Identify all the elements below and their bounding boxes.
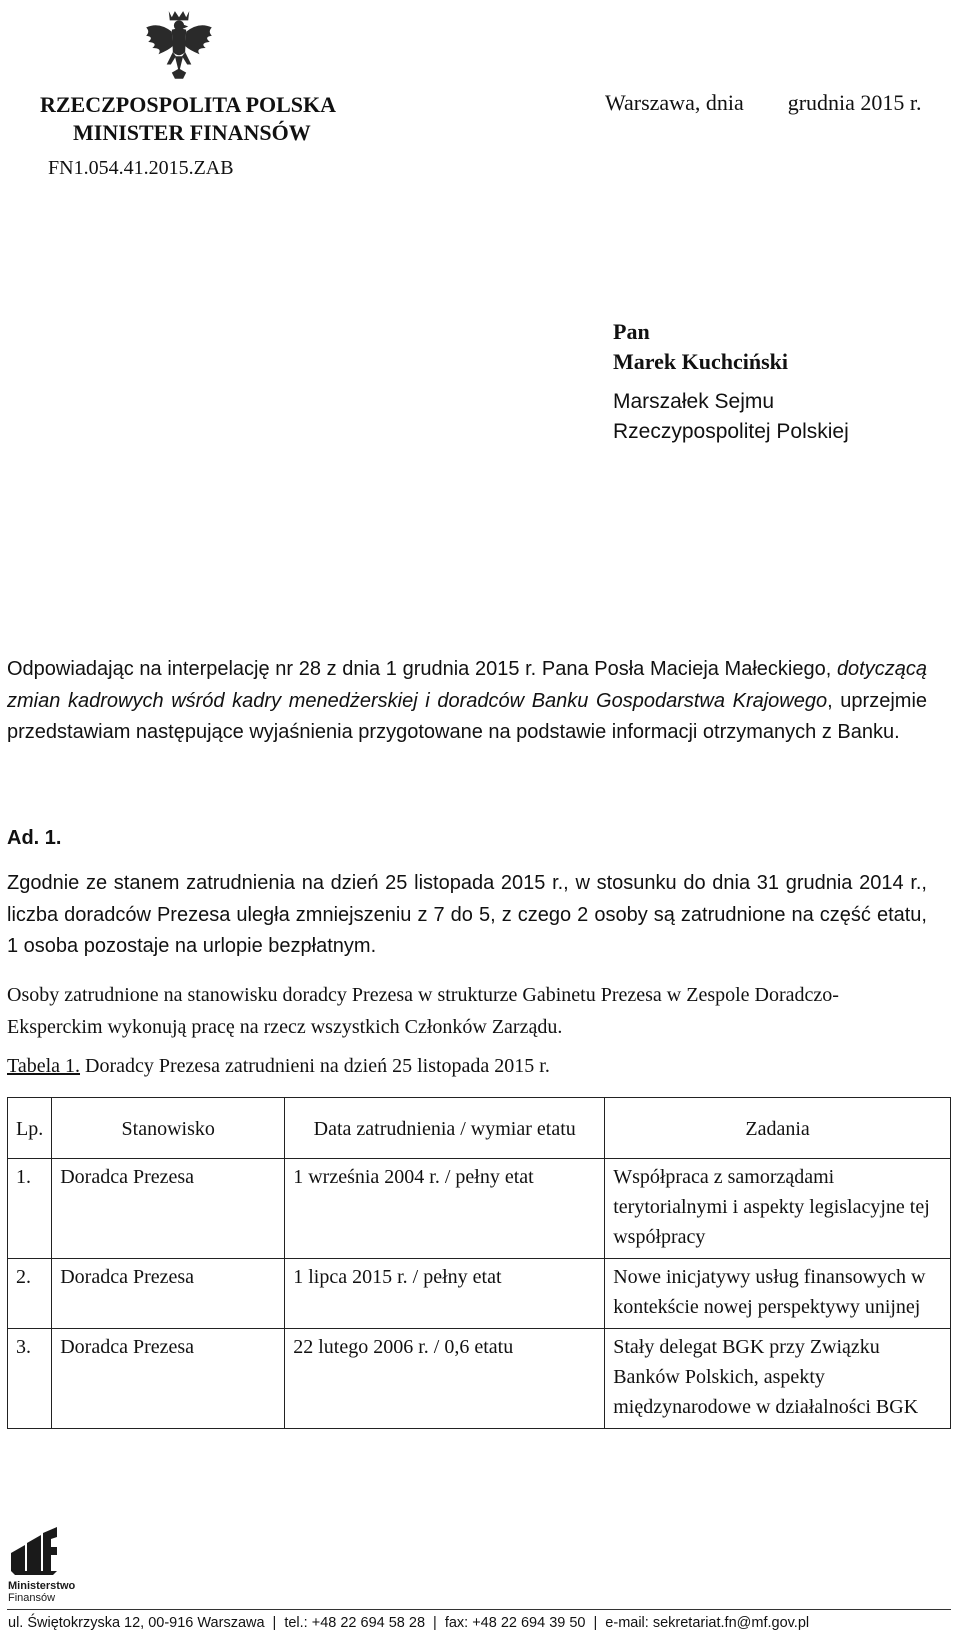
table-row xyxy=(8,1159,951,1259)
footer-phone: tel.: +48 22 694 58 28 xyxy=(284,1615,426,1631)
table-caption-label: Tabela 1. xyxy=(7,1055,81,1077)
footer-separator: | xyxy=(593,1615,598,1631)
minister-title: MINISTER FINANSÓW xyxy=(73,120,311,145)
header-employment-date: Data zatrudnienia / wymiar etatu xyxy=(285,1098,605,1159)
row-tasks: Stały delegat BGK przy Związku Banków Polskich, aspekty międzynarodowe w działalności BGK xyxy=(605,1329,951,1429)
table-caption xyxy=(7,1055,550,1078)
row-number: 2. xyxy=(8,1259,52,1329)
intro-text-end: , uprzejmie przedstawiam następujące wyjaśnienia przygotowane na podstawie informacji otrzymanych z Banku. xyxy=(7,689,928,743)
place-label: Warszawa, dnia xyxy=(605,90,744,115)
addressee-title-line2: Rzeczypospolitej Polskiej xyxy=(613,420,849,443)
row-number: 1. xyxy=(8,1159,52,1259)
table-caption-text: Doradcy Prezesa zatrudnieni na dzień 25 listopada 2015 r. xyxy=(80,1055,550,1077)
row-tasks: Współpraca z samorządami terytorialnymi i aspekty legislacyjne tej współpracy xyxy=(605,1159,951,1259)
interpellation-subject: dotyczącą zmian kadrowych wśród kadry menedżerskiej i doradców Banku Gospodarstwa Krajowego xyxy=(7,658,927,712)
row-position: Doradca Prezesa xyxy=(52,1259,285,1329)
footer-fax: fax: +48 22 694 39 50 xyxy=(444,1615,586,1631)
table-header-row xyxy=(8,1098,951,1159)
table-row xyxy=(8,1329,951,1429)
row-number: 3. xyxy=(8,1329,52,1429)
row-position: Doradca Prezesa xyxy=(52,1159,285,1259)
footer-separator: | xyxy=(272,1615,277,1631)
reference-number: FN1.054.41.2015.ZAB xyxy=(48,157,234,179)
place-date xyxy=(605,90,922,116)
addressee-name: Marek Kuchciński xyxy=(613,349,789,374)
date-text: grudnia 2015 r. xyxy=(787,90,922,115)
footer-email[interactable]: e-mail: sekretariat.fn@mf.gov.pl xyxy=(605,1615,810,1631)
addressee-title-line1: Marszałek Sejmu xyxy=(613,390,775,413)
addressee-salutation: Pan xyxy=(613,319,650,344)
footer-contact xyxy=(8,1615,809,1631)
row-position: Doradca Prezesa xyxy=(52,1329,285,1429)
header-tasks: Zadania xyxy=(605,1098,951,1159)
row-tasks: Nowe inicjatywy usług finansowych w kontekście nowej perspektywy unijnej xyxy=(605,1259,951,1329)
section-heading: Ad. 1. xyxy=(7,827,62,849)
footer-separator: | xyxy=(433,1615,437,1631)
header-lp: Lp. xyxy=(8,1098,52,1159)
polish-eagle-emblem-icon xyxy=(138,5,220,87)
table-row xyxy=(8,1259,951,1329)
advisors-role-paragraph: Osoby zatrudnione na stanowisku doradcy Prezesa w strukturze Gabinetu Prezesa w Zespole Doradczo-Eksperckim wykonują pracę na rzecz wszystkich Członków Zarządu. xyxy=(7,984,839,1038)
intro-paragraph xyxy=(7,654,927,749)
row-employment-date: 1 września 2004 r. / pełny etat xyxy=(285,1159,605,1259)
row-employment-date: 1 lipca 2015 r. / pełny etat xyxy=(285,1259,605,1329)
advisors-count-paragraph: Zgodnie ze stanem zatrudnienia na dzień 25 listopada 2015 r., w stosunku do dnia 31 grudnia 2014 r., liczba doradców Prezesa uległa zmniejszeniu z 7 do 5, z czego 2 osoby są zatrudnione na część etatu, 1 osoba pozostaje na urlopie bezpłatnym. xyxy=(7,872,927,957)
footer-address: ul. Świętokrzyska 12, 00-916 Warszawa xyxy=(8,1615,265,1631)
footer-divider xyxy=(7,1609,951,1610)
organization-name: RZECZPOSPOLITA POLSKA xyxy=(40,92,337,117)
intro-text-start: Odpowiadając na interpelację nr 28 z dnia 1 grudnia 2015 r. Pana Posła Macieja Małeckiego, xyxy=(7,658,837,680)
ministry-of-finance-logo-icon xyxy=(7,1527,82,1605)
row-employment-date: 22 lutego 2006 r. / 0,6 etatu xyxy=(285,1329,605,1429)
logo-text-line1: Ministerstwo xyxy=(8,1580,76,1592)
logo-text-line2: Finansów xyxy=(8,1592,56,1604)
header-position: Stanowisko xyxy=(52,1098,285,1159)
advisors-table xyxy=(7,1097,951,1429)
